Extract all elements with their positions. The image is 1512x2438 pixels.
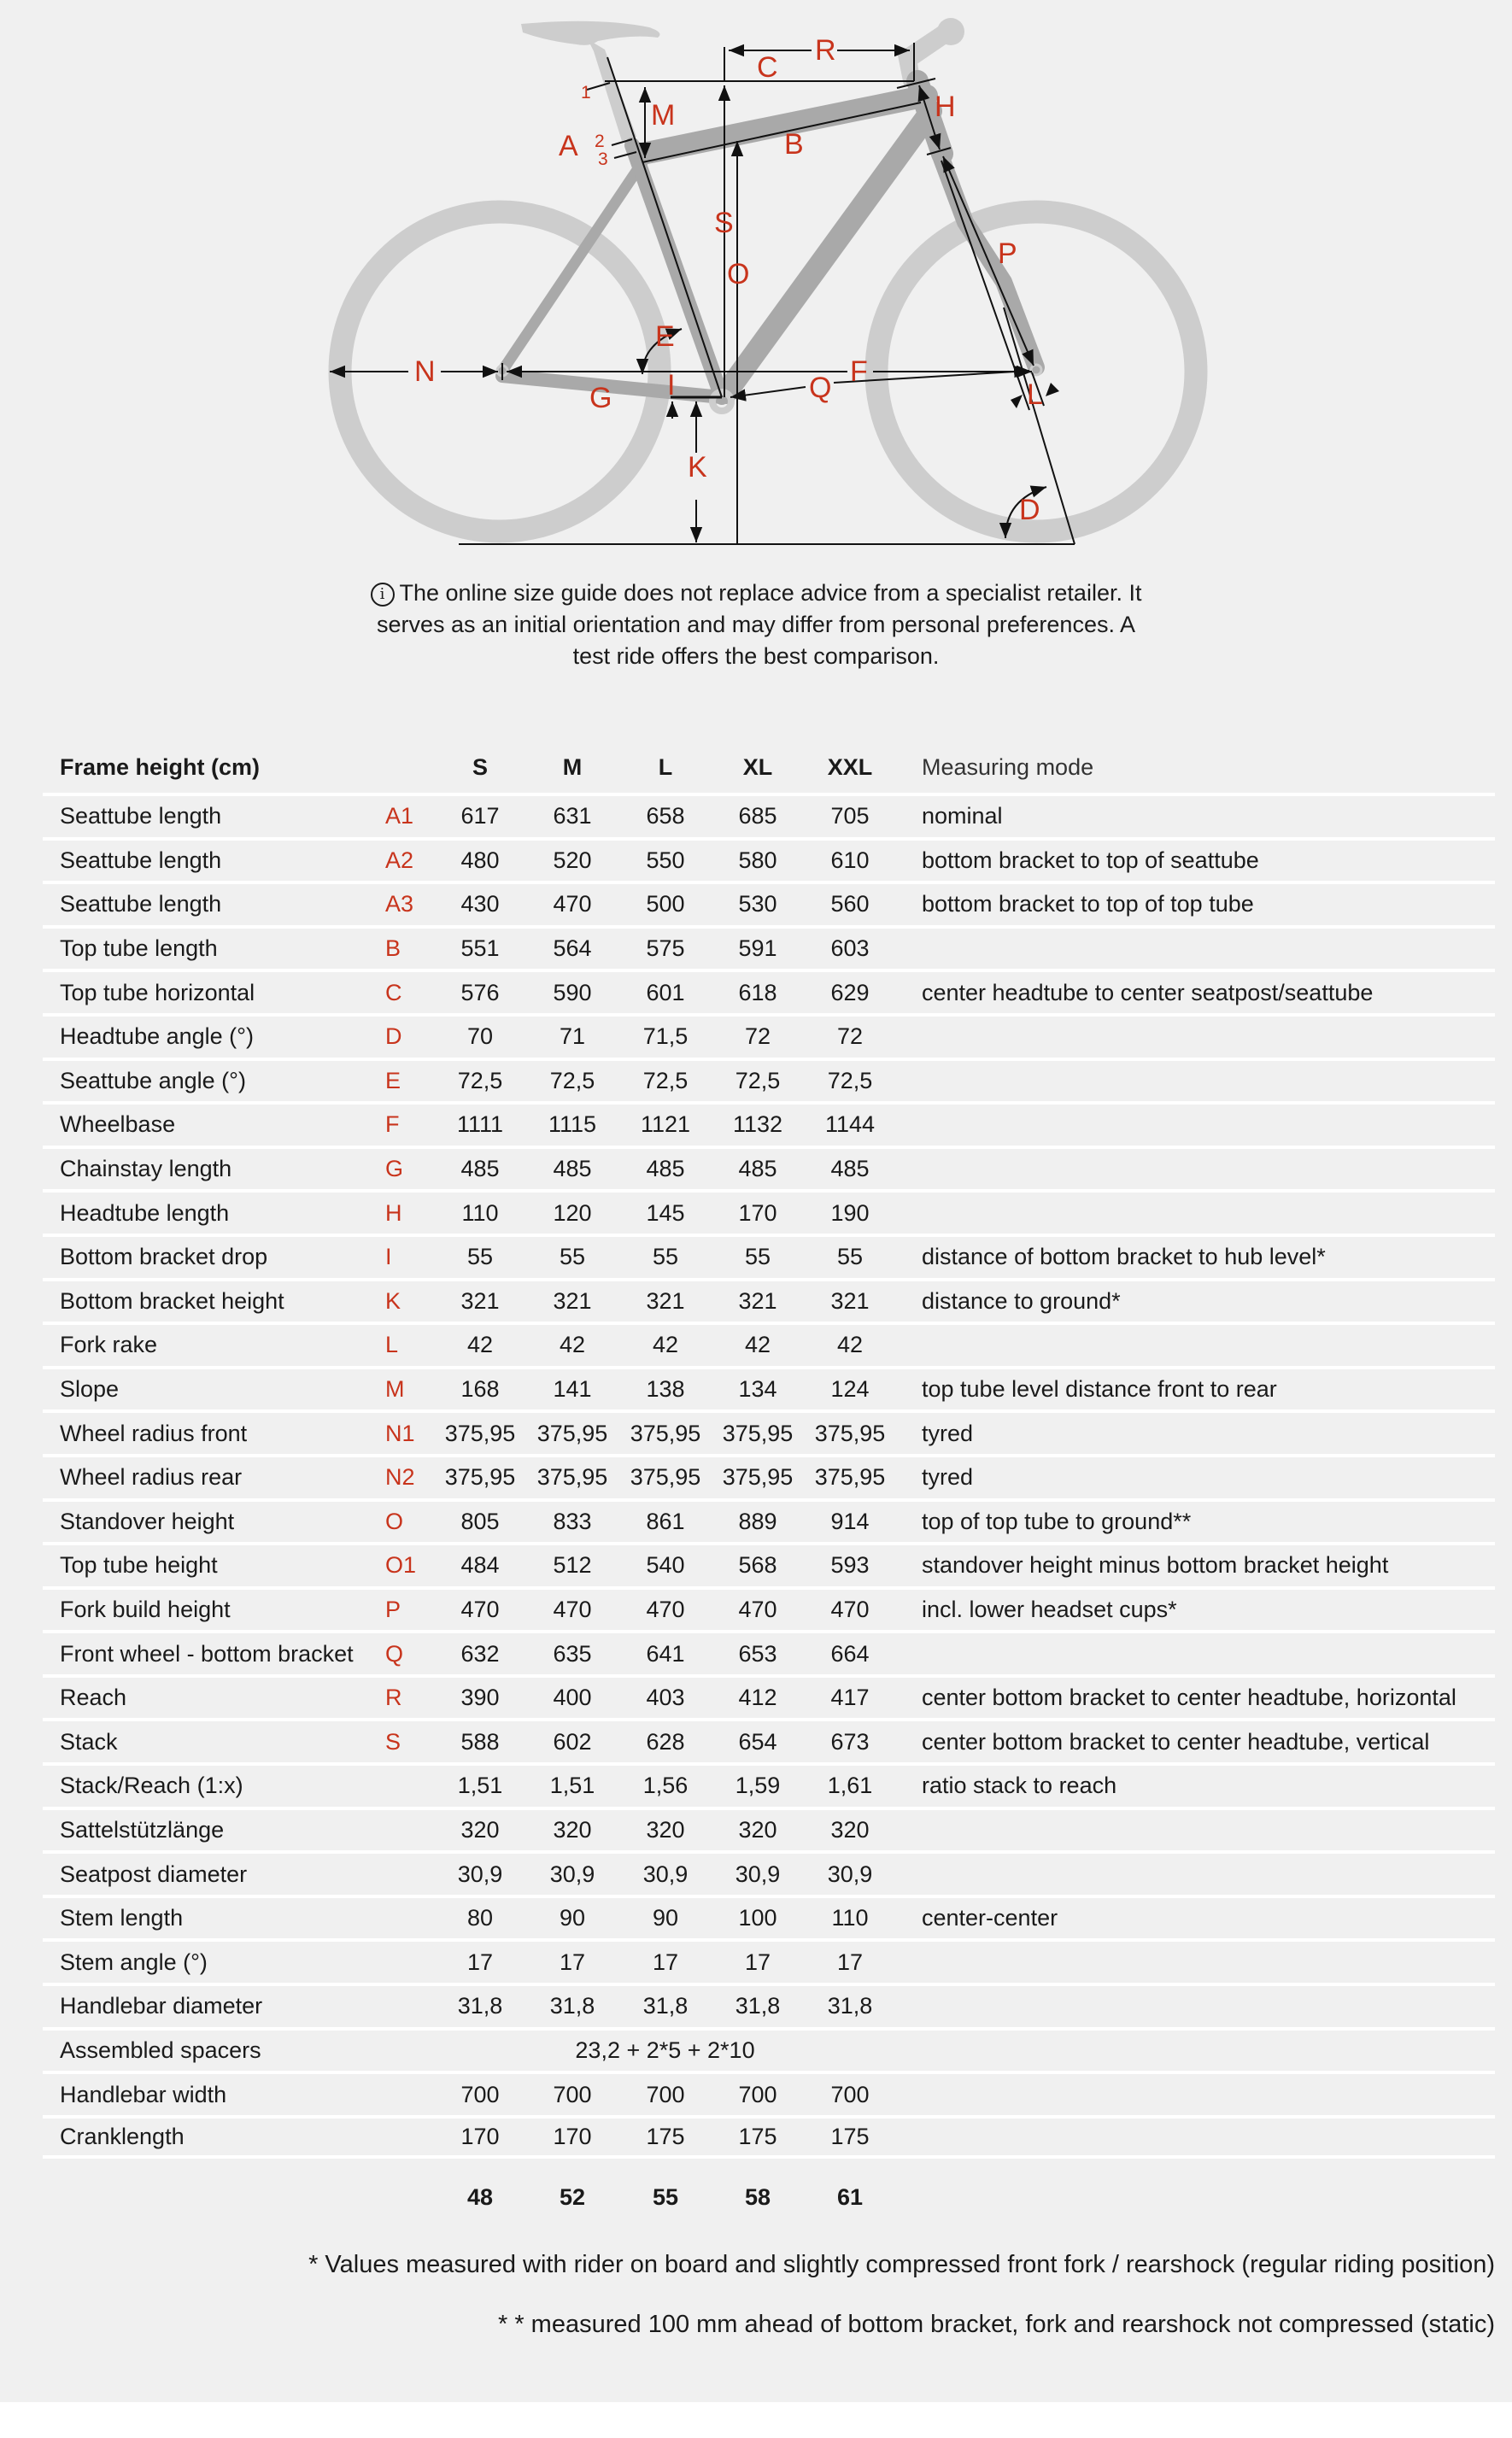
row-measuring-mode: ratio stack to reach xyxy=(922,1773,1117,1799)
row-value: 375,95 xyxy=(630,1420,701,1446)
row-value: 17 xyxy=(744,1949,771,1975)
row-value: 700 xyxy=(830,2081,870,2107)
row-measuring-mode: tyred xyxy=(922,1464,974,1491)
row-measuring-mode: top of top tube to ground** xyxy=(922,1508,1192,1534)
row-value: 602 xyxy=(553,1728,592,1755)
row-value: 805 xyxy=(460,1508,500,1534)
row-value: 31,8 xyxy=(735,1993,781,2019)
row-value: 590 xyxy=(553,979,592,1005)
row-value: 618 xyxy=(738,979,777,1005)
row-label: Bottom bracket drop xyxy=(60,1244,268,1270)
row-label: Handlebar diameter xyxy=(60,1993,263,2019)
row-value: 175 xyxy=(738,2124,777,2150)
row-value: 141 xyxy=(553,1376,592,1403)
header-size-xxl: XXL xyxy=(827,753,873,780)
row-value: 55 xyxy=(836,1244,864,1270)
row-code: K xyxy=(385,1287,401,1314)
row-code: N1 xyxy=(385,1420,415,1446)
size-guide-notice xyxy=(359,577,1153,672)
row-value: 641 xyxy=(646,1640,685,1667)
row-measuring-mode: incl. lower headset cups* xyxy=(922,1596,1177,1622)
table-row xyxy=(43,1058,1495,1102)
row-value: 90 xyxy=(559,1905,586,1931)
row-value: 470 xyxy=(830,1596,870,1622)
row-value: 30,9 xyxy=(457,1861,503,1887)
label-L: L xyxy=(1027,378,1043,411)
row-value: 30,9 xyxy=(735,1861,781,1887)
row-label: Chainstay length xyxy=(60,1156,232,1182)
row-value: 470 xyxy=(738,1596,777,1622)
table-row xyxy=(43,1409,1495,1454)
row-label: Stack xyxy=(60,1728,118,1755)
label-2: 2 xyxy=(595,132,605,151)
row-label: Slope xyxy=(60,1376,120,1403)
row-value: 500 xyxy=(646,891,685,917)
row-label: Assembled spacers xyxy=(60,2037,261,2063)
label-P: P xyxy=(998,237,1017,270)
total-xxl: 61 xyxy=(836,2183,864,2210)
row-label: Fork build height xyxy=(60,1596,231,1622)
row-label: Seatpost diameter xyxy=(60,1861,248,1887)
label-K: K xyxy=(688,451,707,483)
table-row xyxy=(43,793,1495,837)
row-value: 42 xyxy=(744,1332,771,1358)
table-row xyxy=(43,1366,1495,1410)
row-value: 375,95 xyxy=(814,1420,886,1446)
row-value: 1132 xyxy=(732,1111,783,1138)
row-value: 72,5 xyxy=(735,1067,781,1093)
table-row xyxy=(43,2027,1495,2072)
row-value: 430 xyxy=(460,891,500,917)
notice-text: The online size guide does not replace advice from a specialist retailer. It serves as an initial orientation and may differ from personal preferences. A test ride offers the best comparison. xyxy=(377,580,1142,669)
row-value: 540 xyxy=(646,1552,685,1579)
row-value: 603 xyxy=(830,935,870,962)
table-row xyxy=(43,881,1495,925)
row-value: 375,95 xyxy=(536,1420,608,1446)
row-label: Bottom bracket height xyxy=(60,1287,284,1314)
row-value: 17 xyxy=(836,1949,864,1975)
row-value: 72 xyxy=(836,1023,864,1050)
header-size-xl: XL xyxy=(742,753,773,780)
row-value: 375,95 xyxy=(814,1464,886,1491)
table-row xyxy=(43,1542,1495,1586)
row-label: Reach xyxy=(60,1685,127,1711)
row-code: O1 xyxy=(385,1552,417,1579)
label-A: A xyxy=(559,130,578,162)
row-value: 321 xyxy=(646,1287,685,1314)
handlebar xyxy=(937,18,964,45)
row-value: 1144 xyxy=(824,1111,876,1138)
label-G: G xyxy=(589,382,612,414)
row-value: 31,8 xyxy=(549,1993,595,2019)
row-value: 889 xyxy=(738,1508,777,1534)
row-code: L xyxy=(385,1332,399,1358)
table-row xyxy=(43,1895,1495,1939)
row-value: 601 xyxy=(646,979,685,1005)
table-row xyxy=(43,1278,1495,1322)
row-value: 30,9 xyxy=(642,1861,689,1887)
label-C: C xyxy=(757,51,778,84)
row-value: 320 xyxy=(830,1816,870,1843)
row-value: 17 xyxy=(466,1949,494,1975)
row-value: 485 xyxy=(830,1156,870,1182)
row-code: P xyxy=(385,1596,401,1622)
row-value: 530 xyxy=(738,891,777,917)
row-value: 484 xyxy=(460,1552,500,1579)
row-value: 591 xyxy=(738,935,777,962)
row-code: S xyxy=(385,1728,401,1755)
row-value: 72,5 xyxy=(549,1067,595,1093)
row-measuring-mode: distance of bottom bracket to hub level* xyxy=(922,1244,1326,1270)
row-value: 321 xyxy=(830,1287,870,1314)
row-value: 551 xyxy=(460,935,500,962)
row-value: 629 xyxy=(830,979,870,1005)
row-value: 470 xyxy=(646,1596,685,1622)
row-value: 654 xyxy=(738,1728,777,1755)
row-value: 138 xyxy=(646,1376,685,1403)
row-value: 55 xyxy=(652,1244,679,1270)
row-value: 470 xyxy=(460,1596,500,1622)
table-row xyxy=(43,969,1495,1013)
row-value: 664 xyxy=(830,1640,870,1667)
row-value: 55 xyxy=(466,1244,494,1270)
row-code: A1 xyxy=(385,803,414,829)
row-value: 833 xyxy=(553,1508,592,1534)
row-value: 72 xyxy=(744,1023,771,1050)
row-value: 90 xyxy=(652,1905,679,1931)
row-value: 375,95 xyxy=(722,1420,794,1446)
row-value: 320 xyxy=(460,1816,500,1843)
row-code: G xyxy=(385,1156,404,1182)
row-value: 1,59 xyxy=(735,1773,781,1799)
row-value: 685 xyxy=(738,803,777,829)
row-value: 170 xyxy=(460,2124,500,2150)
row-value: 560 xyxy=(830,891,870,917)
row-value: 110 xyxy=(461,1199,499,1226)
row-code: I xyxy=(385,1244,392,1270)
row-value: 72,5 xyxy=(827,1067,873,1093)
row-value: 120 xyxy=(553,1199,592,1226)
row-value: 588 xyxy=(460,1728,500,1755)
fork-rake-arrow xyxy=(1046,383,1059,396)
row-label: Cranklength xyxy=(60,2124,185,2150)
table-row xyxy=(43,837,1495,882)
row-label: Wheelbase xyxy=(60,1111,176,1138)
table-row xyxy=(43,1983,1495,2027)
row-value: 700 xyxy=(646,2081,685,2107)
label-3: 3 xyxy=(598,149,608,169)
seatpost xyxy=(588,39,636,141)
row-value: 403 xyxy=(646,1685,685,1711)
row-value: 470 xyxy=(553,891,592,917)
row-label: Top tube horizontal xyxy=(60,979,255,1005)
row-label: Top tube height xyxy=(60,1552,218,1579)
row-value: 42 xyxy=(559,1332,586,1358)
row-value: 42 xyxy=(652,1332,679,1358)
label-O: O xyxy=(727,258,750,290)
total-xl: 58 xyxy=(744,2183,771,2210)
row-value: 576 xyxy=(460,979,500,1005)
row-label: Wheel radius front xyxy=(60,1420,248,1446)
row-value: 31,8 xyxy=(827,1993,873,2019)
header-measuring-mode: Measuring mode xyxy=(922,753,1094,780)
row-value: 320 xyxy=(553,1816,592,1843)
row-value: 653 xyxy=(738,1640,777,1667)
row-value: 635 xyxy=(553,1640,592,1667)
row-code: H xyxy=(385,1199,402,1226)
row-measuring-mode: bottom bracket to top of top tube xyxy=(922,891,1254,917)
table-row xyxy=(43,1013,1495,1058)
frame-height-totals-row xyxy=(43,2159,1495,2236)
row-code: A3 xyxy=(385,891,414,917)
table-row xyxy=(43,1146,1495,1190)
table-row xyxy=(43,1718,1495,1762)
row-value: 31,8 xyxy=(642,1993,689,2019)
row-value: 170 xyxy=(553,2124,592,2150)
row-value: 390 xyxy=(460,1685,500,1711)
row-value: 375,95 xyxy=(444,1464,516,1491)
row-value: 512 xyxy=(553,1552,592,1579)
row-value: 72,5 xyxy=(457,1067,503,1093)
row-value: 375,95 xyxy=(722,1464,794,1491)
row-label: Stem angle (°) xyxy=(60,1949,208,1975)
row-label: Seattube length xyxy=(60,803,222,829)
row-value: 1115 xyxy=(548,1111,597,1138)
row-code: O xyxy=(385,1508,404,1534)
row-value: 42 xyxy=(466,1332,494,1358)
row-value: 550 xyxy=(646,847,685,873)
label-1: 1 xyxy=(581,83,591,103)
row-value: 485 xyxy=(553,1156,592,1182)
row-label: Front wheel - bottom bracket xyxy=(60,1640,354,1667)
row-value: 72,5 xyxy=(642,1067,689,1093)
row-value: 1121 xyxy=(640,1111,691,1138)
info-icon: i xyxy=(371,583,395,607)
label-S: S xyxy=(714,207,734,239)
row-value: 55 xyxy=(744,1244,771,1270)
fork-rake-arrow xyxy=(1011,395,1023,408)
header-size-m: M xyxy=(562,753,583,780)
row-label: Stack/Reach (1:x) xyxy=(60,1773,243,1799)
row-value: 175 xyxy=(830,2124,870,2150)
row-value: 170 xyxy=(738,1199,777,1226)
row-value: 17 xyxy=(559,1949,586,1975)
row-value: 168 xyxy=(460,1376,500,1403)
row-code: Q xyxy=(385,1640,404,1667)
row-measuring-mode: center bottom bracket to center headtube, vertical xyxy=(922,1728,1430,1755)
row-value: 100 xyxy=(738,1905,777,1931)
table-row xyxy=(43,1322,1495,1366)
row-value: 30,9 xyxy=(549,1861,595,1887)
row-value: 320 xyxy=(646,1816,685,1843)
row-value: 485 xyxy=(460,1156,500,1182)
row-value: 861 xyxy=(646,1508,685,1534)
row-value: 705 xyxy=(830,803,870,829)
row-value: 70 xyxy=(466,1023,494,1050)
row-measuring-mode: standover height minus bottom bracket height xyxy=(922,1552,1389,1579)
chain-stay xyxy=(502,376,722,397)
row-value: 55 xyxy=(559,1244,586,1270)
label-I: I xyxy=(667,369,676,401)
row-value: 1,51 xyxy=(457,1773,503,1799)
row-value: 31,8 xyxy=(457,1993,503,2019)
total-m: 52 xyxy=(559,2183,586,2210)
row-code: R xyxy=(385,1685,402,1711)
row-code: F xyxy=(385,1111,400,1138)
row-value: 42 xyxy=(836,1332,864,1358)
label-E: E xyxy=(655,320,675,353)
row-code: D xyxy=(385,1023,402,1050)
table-row xyxy=(43,1674,1495,1719)
row-value: 485 xyxy=(738,1156,777,1182)
row-label: Headtube length xyxy=(60,1199,230,1226)
row-label: Fork rake xyxy=(60,1332,158,1358)
table-row xyxy=(43,1189,1495,1234)
header-size-l: L xyxy=(658,753,673,780)
row-value: 617 xyxy=(460,803,500,829)
row-value: 1,51 xyxy=(549,1773,595,1799)
row-value: 400 xyxy=(553,1685,592,1711)
label-H: H xyxy=(935,91,956,123)
table-row xyxy=(43,1454,1495,1498)
row-value: 175 xyxy=(646,2124,685,2150)
table-row xyxy=(43,2071,1495,2115)
row-value: 1111 xyxy=(456,1111,504,1138)
label-F: F xyxy=(850,355,868,388)
row-value: 658 xyxy=(646,803,685,829)
footnote-double-asterisk: * * measured 100 mm ahead of bottom bracket, fork and rearshock not compressed (static) xyxy=(498,2311,1495,2338)
row-code: N2 xyxy=(385,1464,415,1491)
row-value: 17 xyxy=(652,1949,679,1975)
row-code: M xyxy=(385,1376,405,1403)
row-value: 134 xyxy=(738,1376,777,1403)
row-value: 1,61 xyxy=(827,1773,873,1799)
label-M: M xyxy=(651,99,676,132)
row-value: 914 xyxy=(830,1508,870,1534)
row-value: 485 xyxy=(646,1156,685,1182)
table-row xyxy=(43,925,1495,970)
row-measuring-mode: bottom bracket to top of seattube xyxy=(922,847,1259,873)
row-value: 321 xyxy=(738,1287,777,1314)
row-value: 700 xyxy=(460,2081,500,2107)
row-value: 470 xyxy=(553,1596,592,1622)
row-measuring-mode: tyred xyxy=(922,1420,974,1446)
row-value: 321 xyxy=(460,1287,500,1314)
geometry-table xyxy=(43,741,1495,2236)
row-value: 321 xyxy=(553,1287,592,1314)
header-frame-height: Frame height (cm) xyxy=(60,753,261,780)
down-tube xyxy=(726,111,931,393)
label-N: N xyxy=(414,355,436,388)
row-value: 375,95 xyxy=(444,1420,516,1446)
table-row xyxy=(43,2115,1495,2160)
row-measuring-mode: distance to ground* xyxy=(922,1287,1121,1314)
row-value: 610 xyxy=(830,847,870,873)
table-row xyxy=(43,1938,1495,1983)
label-Q: Q xyxy=(809,372,832,404)
row-value: 71,5 xyxy=(642,1023,689,1050)
row-code: A2 xyxy=(385,847,414,873)
label-D: D xyxy=(1019,494,1040,526)
total-l: 55 xyxy=(652,2183,679,2210)
row-value: 564 xyxy=(553,935,592,962)
row-value: 631 xyxy=(553,803,592,829)
row-label: Headtube angle (°) xyxy=(60,1023,254,1050)
table-header xyxy=(43,741,1495,793)
row-measuring-mode: nominal xyxy=(922,803,1003,829)
row-label: Seattube angle (°) xyxy=(60,1067,246,1093)
row-value: 417 xyxy=(830,1685,870,1711)
footnote-single-asterisk: * Values measured with rider on board and slightly compressed front fork / rearshock (regular riding position) xyxy=(308,2251,1495,2278)
table-row xyxy=(43,1807,1495,1851)
table-row xyxy=(43,1498,1495,1543)
row-value: 700 xyxy=(738,2081,777,2107)
row-value: 124 xyxy=(830,1376,870,1403)
table-row xyxy=(43,1586,1495,1631)
row-value: 700 xyxy=(553,2081,592,2107)
header-size-s: S xyxy=(472,753,488,780)
row-label: Seattube length xyxy=(60,847,222,873)
row-value: 80 xyxy=(466,1905,494,1931)
row-label: Sattelstützlänge xyxy=(60,1816,225,1843)
row-label: Handlebar width xyxy=(60,2081,227,2107)
row-value: 628 xyxy=(646,1728,685,1755)
label-R: R xyxy=(815,34,836,67)
bike-geometry-diagram xyxy=(0,0,1512,564)
row-label: Top tube length xyxy=(60,935,218,962)
row-label: Seattube length xyxy=(60,891,222,917)
table-row xyxy=(43,1101,1495,1146)
row-label: Wheel radius rear xyxy=(60,1464,243,1491)
row-measuring-mode: top tube level distance front to rear xyxy=(922,1376,1277,1403)
table-row xyxy=(43,1234,1495,1278)
row-value: 190 xyxy=(830,1199,870,1226)
row-measuring-mode: center bottom bracket to center headtube, horizontal xyxy=(922,1685,1456,1711)
row-measuring-mode: center headtube to center seatpost/seattube xyxy=(922,979,1374,1005)
row-measuring-mode: center-center xyxy=(922,1905,1058,1931)
label-B: B xyxy=(784,128,804,161)
row-value: 30,9 xyxy=(827,1861,873,1887)
row-label: Standover height xyxy=(60,1508,235,1534)
row-code: C xyxy=(385,979,402,1005)
row-value: 71 xyxy=(559,1023,586,1050)
row-value: 375,95 xyxy=(630,1464,701,1491)
table-row xyxy=(43,1850,1495,1895)
row-value: 568 xyxy=(738,1552,777,1579)
row-value: 632 xyxy=(460,1640,500,1667)
row-value: 110 xyxy=(831,1905,869,1931)
row-value: 1,56 xyxy=(642,1773,689,1799)
row-value: 412 xyxy=(738,1685,777,1711)
row-value: 320 xyxy=(738,1816,777,1843)
row-value: 575 xyxy=(646,935,685,962)
row-span-value: 23,2 + 2*5 + 2*10 xyxy=(575,2037,755,2063)
row-value: 375,95 xyxy=(536,1464,608,1491)
table-row xyxy=(43,1762,1495,1807)
row-value: 480 xyxy=(460,847,500,873)
row-value: 520 xyxy=(553,847,592,873)
row-value: 145 xyxy=(646,1199,685,1226)
row-label: Stem length xyxy=(60,1905,184,1931)
row-value: 673 xyxy=(830,1728,870,1755)
row-code: E xyxy=(385,1067,401,1093)
total-s: 48 xyxy=(466,2183,494,2210)
row-value: 593 xyxy=(830,1552,870,1579)
row-value: 580 xyxy=(738,847,777,873)
row-code: B xyxy=(385,935,401,962)
table-row xyxy=(43,1630,1495,1674)
